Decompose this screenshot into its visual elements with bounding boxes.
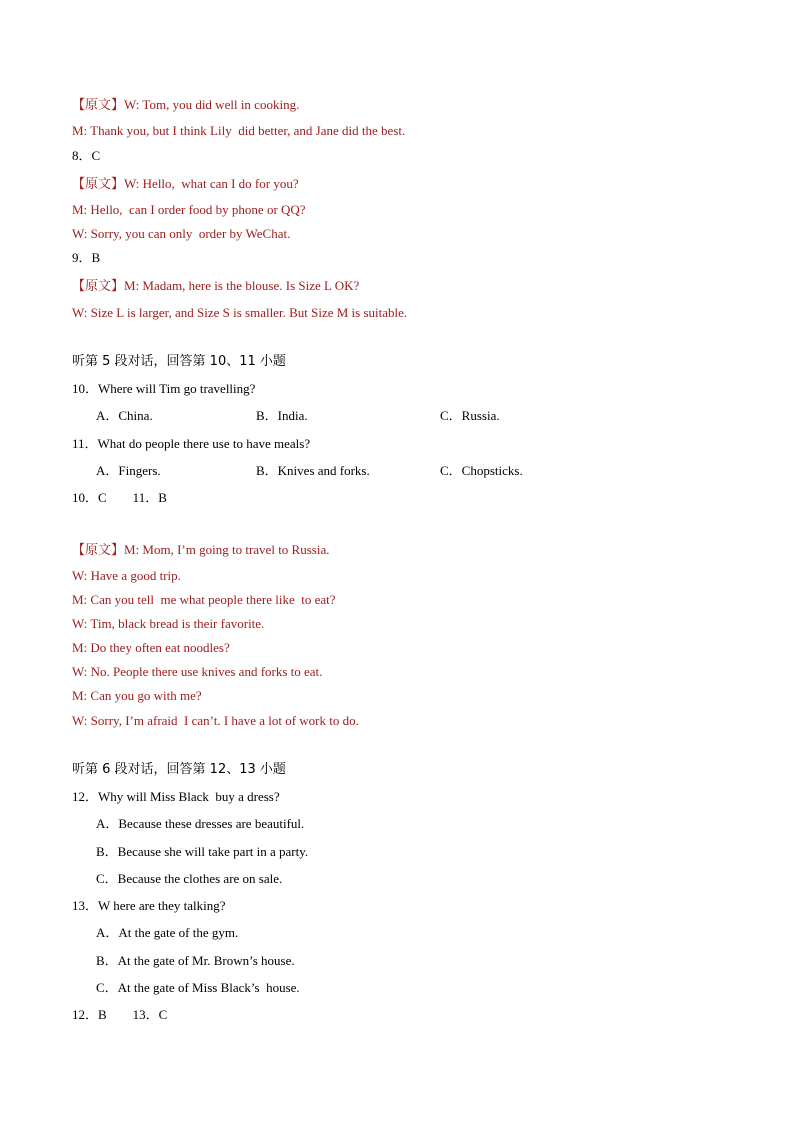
option-12-c: C．Because the clothes are on sale. <box>96 871 283 886</box>
transcript-line: 【原文】W: Tom, you did well in cooking. <box>72 97 300 113</box>
transcript-tag: 【原文】 <box>72 98 125 113</box>
transcript-tag: 【原文】 <box>72 279 125 294</box>
transcript-line: W: Size L is larger, and Size S is smaller. But Size M is suitable. <box>72 305 408 320</box>
transcript-line: M: Hello, can I order food by phone or QQ? <box>72 202 306 217</box>
transcript-line: M: Thank you, but I think Lily did better, and Jane did the best. <box>72 123 406 138</box>
option-12-a: A．Because these dresses are beautiful. <box>96 816 305 831</box>
transcript-line: 【原文】M: Madam, here is the blouse. Is Size L OK? <box>72 278 360 294</box>
option-10-a: A．China. <box>96 408 153 423</box>
option-10-b: B．India. <box>256 408 308 423</box>
answer-9: 9．B <box>72 250 101 265</box>
question-13: 13．W here are they talking? <box>72 898 226 913</box>
transcript-line: M: Can you tell me what people there like to eat? <box>72 592 336 607</box>
transcript-line: 【原文】W: Hello, what can I do for you? <box>72 176 299 192</box>
option-11-b: B．Knives and forks. <box>256 463 370 478</box>
question-10: 10．Where will Tim go travelling? <box>72 381 256 396</box>
option-13-c: C．At the gate of Miss Black’s house. <box>96 980 300 995</box>
transcript-tag: 【原文】 <box>72 543 125 558</box>
option-12-b: B．Because she will take part in a party. <box>96 844 309 859</box>
transcript-line: W: Sorry, I’m afraid I can’t. I have a lot of work to do. <box>72 713 359 728</box>
section-heading-6: 听第 6 段对话，回答第 12、13 小题 <box>72 762 286 777</box>
option-13-b: B．At the gate of Mr. Brown’s house. <box>96 953 295 968</box>
option-13-a: A．At the gate of the gym. <box>96 925 239 940</box>
answer-10-11: 10．C 11．B <box>72 490 167 505</box>
transcript-line: M: Do they often eat noodles? <box>72 640 230 655</box>
transcript-line: W: Sorry, you can only order by WeChat. <box>72 226 291 241</box>
transcript-line: M: Can you go with me? <box>72 688 202 703</box>
option-11-a: A．Fingers. <box>96 463 161 478</box>
option-11-c: C．Chopsticks. <box>440 463 523 478</box>
option-10-c: C．Russia. <box>440 408 500 423</box>
transcript-line: W: No. People there use knives and forks to eat. <box>72 664 323 679</box>
answer-8: 8．C <box>72 148 101 163</box>
transcript-line: W: Tim, black bread is their favorite. <box>72 616 265 631</box>
section-heading-5: 听第 5 段对话，回答第 10、11 小题 <box>72 354 286 369</box>
transcript-tag: 【原文】 <box>72 177 125 192</box>
transcript-line: 【原文】M: Mom, I’m going to travel to Russia. <box>72 542 330 558</box>
question-11: 11．What do people there use to have meals? <box>72 436 311 451</box>
question-12: 12．Why will Miss Black buy a dress? <box>72 789 280 804</box>
answer-12-13: 12．B 13．C <box>72 1007 168 1022</box>
transcript-line: W: Have a good trip. <box>72 568 181 583</box>
